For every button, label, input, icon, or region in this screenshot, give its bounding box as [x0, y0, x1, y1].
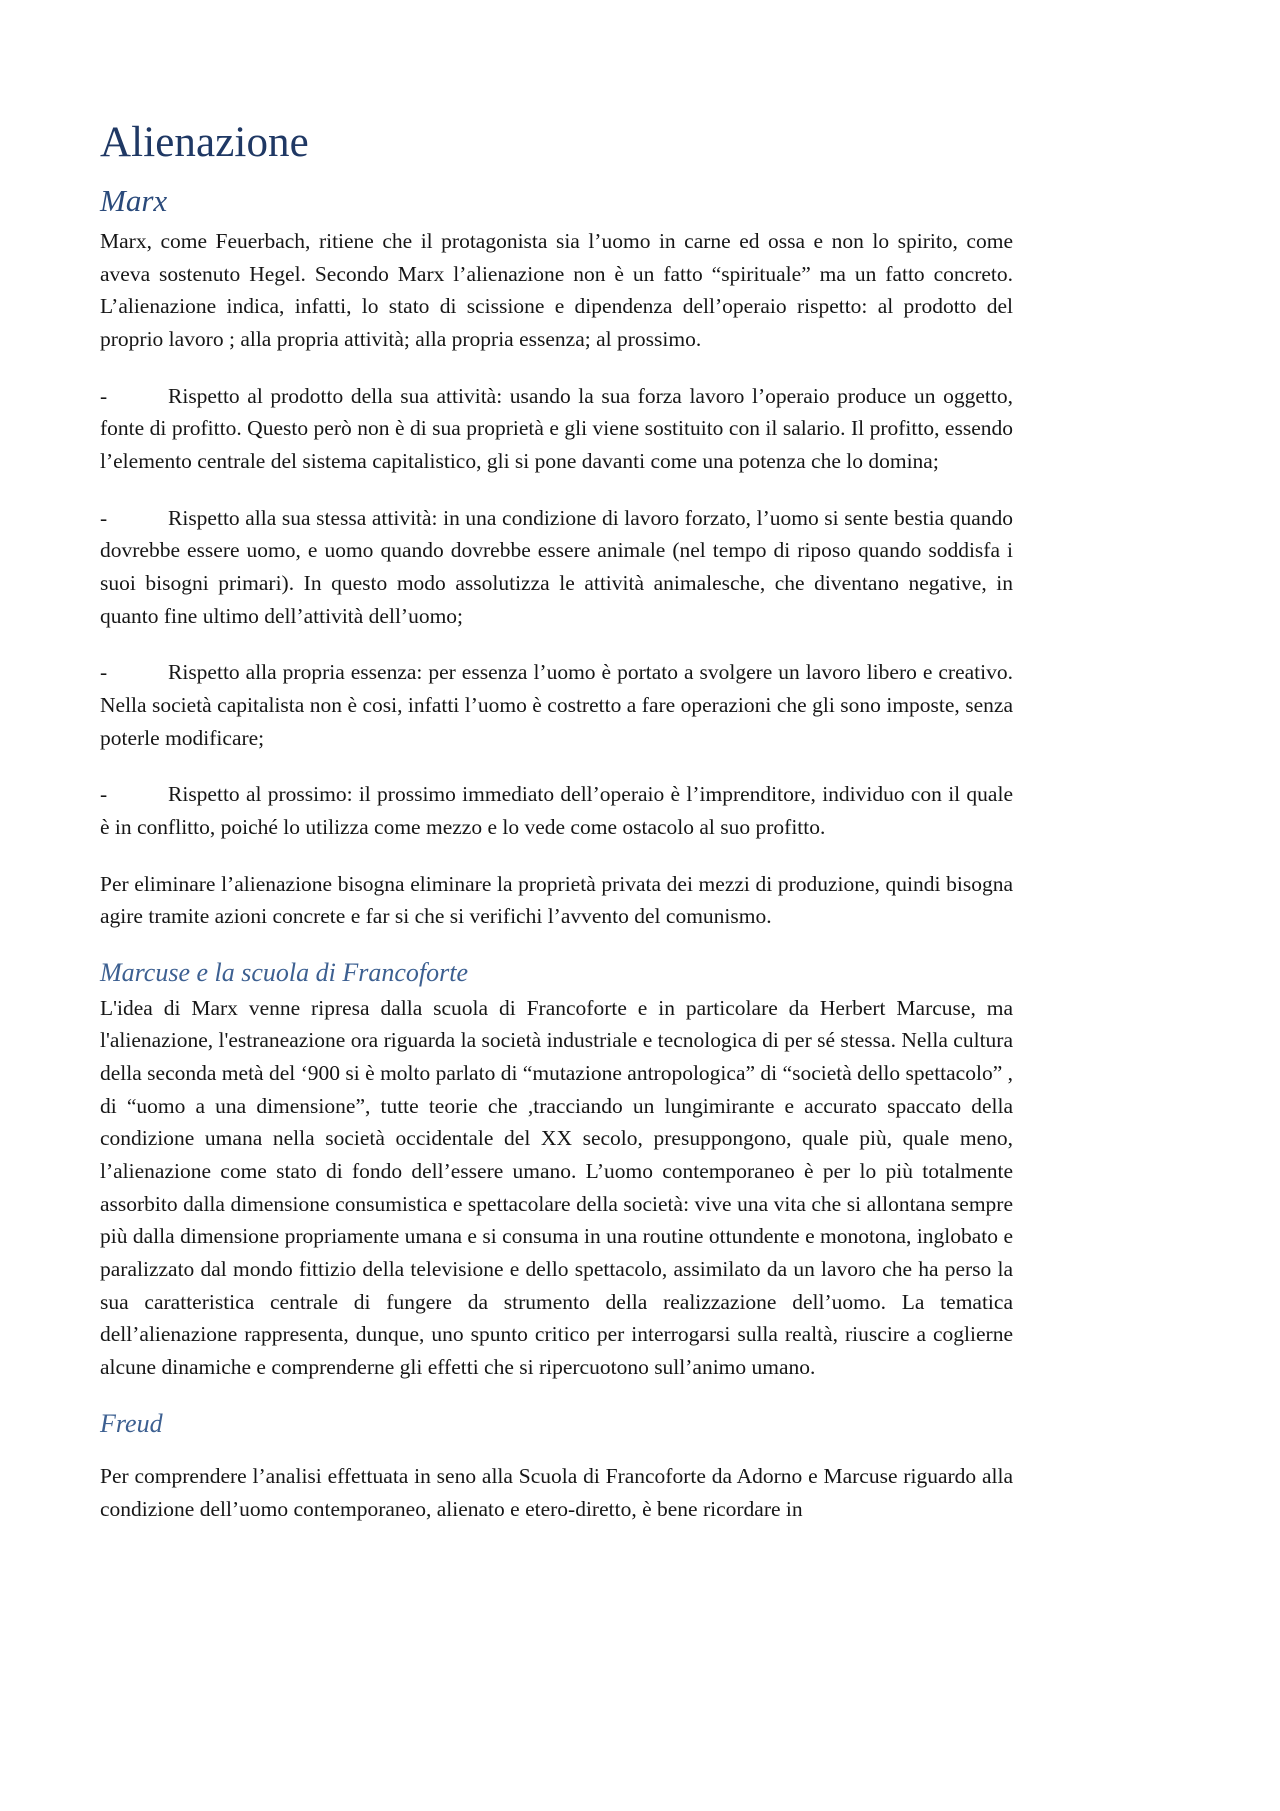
dash-glyph: - — [100, 505, 108, 530]
paragraph-marx-closing: Per eliminare l’alienazione bisogna eliminare la proprietà privata dei mezzi di produzione, quindi bisogna agire tramite azioni concrete e far si che si verifichi l’avvento del comunismo. — [100, 871, 1013, 929]
list-item-text: Rispetto al prossimo: il prossimo immediato dell’operaio è l’imprenditore, individuo con il quale è in conflitto, poiché lo utilizza come mezzo e lo vede come ostacolo al suo profitto. — [100, 782, 1013, 840]
paragraph-marcuse-body: L'idea di Marx venne ripresa dalla scuola di Francoforte e in particolare da Herbert Marcuse, ma l'alienazione, l'estraneazione ora riguarda la società industriale e tecnologica di per sé stessa. Nella cultura della seconda metà del ‘900 si è molto parlato di “mutazione antropologica” di “società dello spettacolo” , di “uomo a una dimensione”, tutte teorie che ,tracciando un lungimirante e accurato spaccato della condizione umana nella società occidentale del XX secolo, presuppongono, quale più, quale meno, l’alienazione come stato di fondo dell’essere umano. L’uomo contemporaneo è per lo più totalmente assorbito dalla dimensione consumistica e spettacolare della società: vive una vita che si allontana sempre più dalla dimensione propriamente umana e si consuma in una routine ottundente e monotona, inglobato e paralizzato dal mondo fittizio della televisione e dello spettacolo, assimilato da un lavoro che ha perso la sua caratteristica centrale di fungere da strumento della realizzazione dell’uomo. La tematica dell’alienazione rappresenta, dunque, uno spunto critico per interrogarsi sulla realtà, riuscire a coglierne alcune dinamiche e comprenderne gli effetti che si ripercuotono sull’animo umano. — [100, 995, 1013, 1380]
dash-marker — [100, 502, 168, 535]
paragraph-freud-body: Per comprendere l’analisi effettuata in seno alla Scuola di Francoforte da Adorno e Marcuse riguardo alla condizione dell’uomo contemporaneo, alienato e etero-diretto, è bene ricordare in — [100, 1464, 1013, 1521]
list-item-text: Rispetto alla sua stessa attività: in una condizione di lavoro forzato, l’uomo si sente bestia quando dovrebbe essere uomo, e uomo quando dovrebbe essere animale (nel tempo di riposo quando soddisfa i suoi bisogni primari). In questo modo assolutizza le attività animalesche, che diventano negative, in quanto fine ultimo dell’attività dell’uomo; — [100, 505, 1013, 628]
list-item — [100, 778, 1013, 843]
list-item — [100, 502, 1013, 633]
dash-marker — [100, 380, 168, 413]
section-heading-freud: Freud — [100, 1408, 163, 1438]
page-title: Alienazione — [100, 119, 309, 166]
dash-glyph: - — [100, 782, 108, 807]
dash-glyph: - — [100, 383, 108, 408]
list-item — [100, 380, 1013, 478]
document-body — [100, 118, 1013, 1526]
section-heading-marcuse: Marcuse e la scuola di Francoforte — [100, 958, 469, 988]
section-heading-marx: Marx — [100, 182, 168, 218]
list-item-text: Rispetto alla propria essenza: per essenza l’uomo è portato a svolgere un lavoro libero e creativo. Nella società capitalista non è cosi, infatti l’uomo è costretto a fare operazioni che gli sono imposte, senza poterle modificare; — [100, 660, 1013, 750]
dash-marker — [100, 656, 168, 689]
dash-marker — [100, 778, 168, 811]
paragraph-marx-intro: Marx, come Feuerbach, ritiene che il protagonista sia l’uomo in carne ed ossa e non lo spirito, come aveva sostenuto Hegel. Secondo Marx l’alienazione non è un fatto “spirituale” ma un fatto concreto. L’alienazione indica, infatti, lo stato di scissione e dipendenza dell’operaio rispetto: al prodotto del proprio lavoro ; alla propria attività; alla propria essenza; al prossimo. — [100, 229, 1013, 352]
list-item — [100, 656, 1013, 754]
list-item-text: Rispetto al prodotto della sua attività: usando la sua forza lavoro l’operaio produce un oggetto, fonte di profitto. Questo però non è di sua proprietà e gli viene sostituito con il salario. Il profitto, essendo l’elemento centrale del sistema capitalistico, gli si pone davanti come una potenza che lo domina; — [100, 383, 1013, 474]
dash-glyph: - — [100, 660, 108, 685]
